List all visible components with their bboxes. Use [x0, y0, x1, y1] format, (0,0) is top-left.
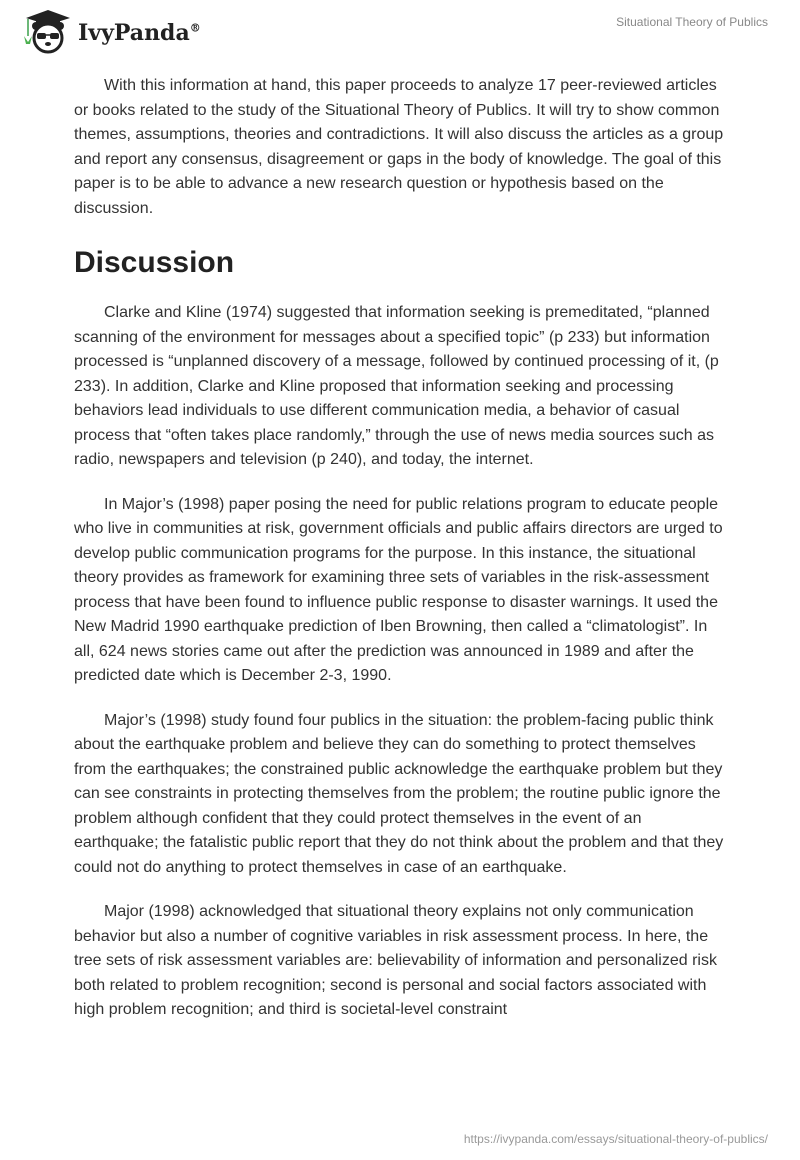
page-header: [0, 0, 800, 56]
paragraph: In Major’s (1998) paper posing the need for public relations program to educate people who live in communities at risk, government officials and public affairs directors are urged to develop public communication programs for the purpose. In this instance, the situational theory provides as framework for examining three sets of variables in the risk-assessment process that have been found to influence public response to disaster warnings. It used the New Madrid 1990 earthquake prediction of Iben Browning, then called a “climatologist”. In all, 624 news stories came out after the prediction was announced in 1989 and after the predicted date which is December 2-3, 1990.: [74, 495, 723, 684]
essay-content: [74, 74, 730, 1043]
logo-text: IvyPanda®: [78, 20, 201, 46]
ivypanda-logo[interactable]: [18, 8, 201, 54]
paragraph: Major (1998) acknowledged that situational theory explains not only communication behavior but also a number of cognitive variables in risk assessment process. In here, the tree sets of risk assessment variables are: believability of information and personalized risk both related to problem recognition; second is personal and social factors associated with high problem recognition; and third is societal-level constraint: [74, 903, 717, 1018]
section-heading: Discussion: [74, 246, 235, 279]
source-url[interactable]: https://ivypanda.com/essays/situational-theory-of-publics/: [463, 1132, 768, 1146]
intro-paragraph: With this information at hand, this paper proceeds to analyze 17 peer-reviewed articles or books related to the study of the Situational Theory of Publics. It will try to show common themes, assumptions, theories and contradictions. It will also discuss the articles as a group and report any consensus, disagreement or gaps in the body of knowledge. The goal of this paper is to be able to advance a new research question or hypothesis based on the discussion.: [74, 77, 724, 217]
paragraph: Major’s (1998) study found four publics in the situation: the problem-facing public think about the earthquake problem and believe they can do something to protect themselves from the earthquakes; the constrained public acknowledge the earthquake problem but they can see constraints in protecting themselves from the problem; the routine public ignore the problem although confident that they could protect themselves in the event of an earthquake; the fatalistic public report that they do not think about the problem and that they could not do anything to protect themselves in case of an earthquake.: [74, 711, 724, 876]
paragraph: Clarke and Kline (1974) suggested that information seeking is premeditated, “planned scanning of the environment for messages about a specified topic” (p 233) but information processed is “unplanned discovery of a message, followed by continued processing of it, (p 233). In addition, Clarke and Kline proposed that information seeking and processing behaviors lead individuals to use different communication media, a behavior of casual process that “often takes place randomly,” through the use of news media sources such as radio, newspapers and television (p 240), and today, the internet.: [74, 304, 719, 468]
panda-graduate-icon: [18, 8, 74, 54]
document-title: Situational Theory of Publics: [616, 15, 768, 29]
